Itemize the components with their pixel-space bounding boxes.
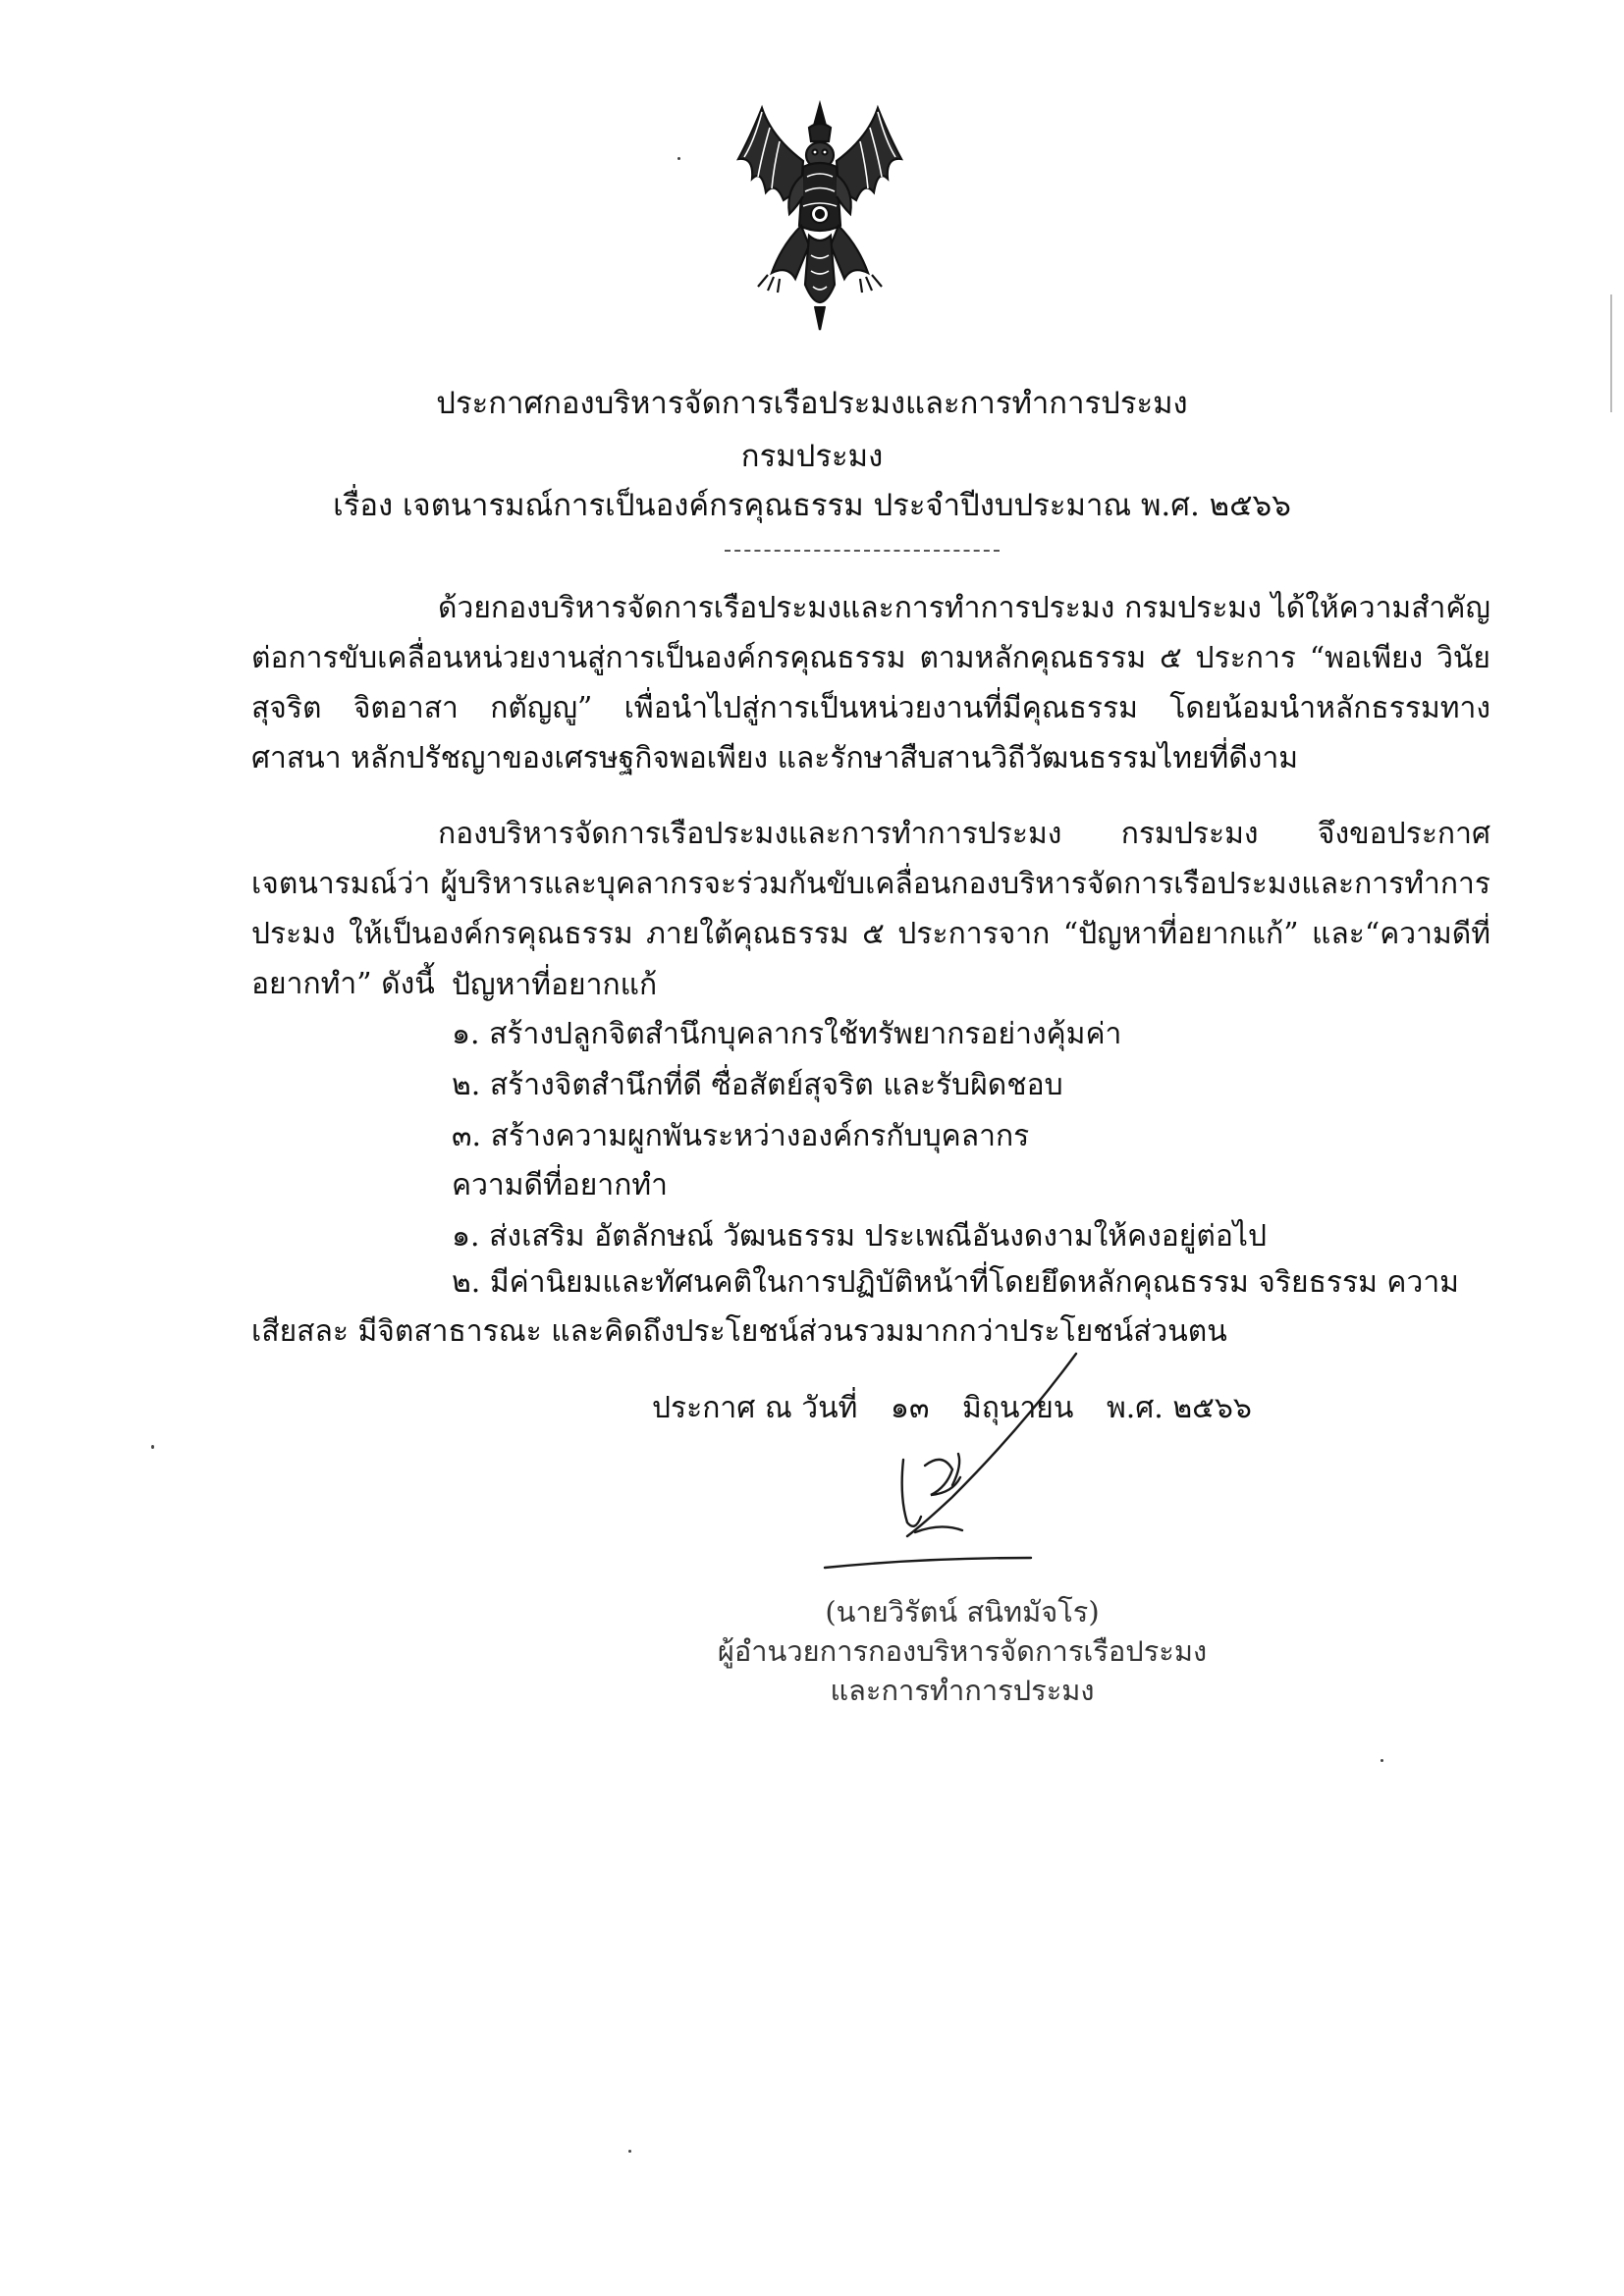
date-month: มิถุนายน xyxy=(962,1391,1074,1425)
scan-speck xyxy=(628,2150,631,2153)
announcement-subject: เรื่อง เจตนารมณ์การเป็นองค์กรคุณธรรม ประจำปีงบประมาณ พ.ศ. ๒๕๖๖ xyxy=(333,488,1291,523)
announcement-title: ประกาศกองบริหารจัดการเรือประมงและการทำการประมง xyxy=(436,386,1188,421)
goodness-item: ๑. ส่งเสริม อัตลักษณ์ วัฒนธรรม ประเพณีอันงดงามให้คงอยู่ต่อไป xyxy=(452,1219,1267,1254)
department-name: กรมประมง xyxy=(740,439,884,474)
signatory-name: (นายวิรัตน์ สนิทมัจโร) xyxy=(825,1595,1100,1629)
header-divider xyxy=(725,550,1000,552)
scan-edge xyxy=(1610,294,1612,412)
problem-item: ๑. สร้างปลูกจิตสำนึกบุคลากรใช้ทรัพยากรอย่างคุ้มค่า xyxy=(452,1017,1122,1051)
date-prefix: ประกาศ ณ วันที่ xyxy=(652,1391,858,1425)
scan-speck xyxy=(677,157,680,160)
problem-item: ๒. สร้างจิตสำนึกที่ดี ซื่อสัตย์สุจริต และรับผิดชอบ xyxy=(452,1068,1063,1102)
paragraph-intent: กองบริหารจัดการเรือประมงและการทำการประมง กรมประมง จึงขอประกาศเจตนารมณ์ว่า ผู้บริหารและบุคลากรจะร่วมกันขับเคลื่อนกองบริหารจัดการเรือประมงและการทำการประมง ให้เป็นองค์กรคุณธรรม ภายใต้คุณธรรม ๕ ประการจาก “ปัญหาที่อยากแก้” และ“ความดีที่อยากทำ” ดังนี้ xyxy=(251,817,1490,1001)
signatory-title: ผู้อำนวยการกองบริหารจัดการเรือประมง xyxy=(717,1634,1208,1668)
paragraph-intro: ด้วยกองบริหารจัดการเรือประมงและการทำการประมง กรมประมง ได้ให้ความสำคัญต่อการขับเคลื่อนหน่วยงานสู่การเป็นองค์กรคุณธรรม ตามหลักคุณธรรม ๕ ประการ “พอเพียง วินัย สุจริต จิตอาสา กตัญญู” เพื่อนำไปสู่การเป็นหน่วยงานที่มีคุณธรรม โดยน้อมนำหลักธรรมทางศาสนา หลักปรัชญาของเศรษฐกิจพอเพียง และรักษาสืบสานวิถีวัฒนธรรมไทยที่ดีงาม xyxy=(251,591,1491,775)
date-year: พ.ศ. ๒๕๖๖ xyxy=(1106,1391,1252,1425)
problems-heading: ปัญหาที่อยากแก้ xyxy=(452,968,658,1002)
scan-speck xyxy=(151,1445,154,1449)
goodness-item: ๒. มีค่านิยมและทัศนคติในการปฏิบัติหน้าที่โดยยึดหลักคุณธรรม จริยธรรม ความเสียสละ มีจิตสาธารณะ และคิดถึงประโยชน์ส่วนรวมมากกว่าประโยชน์ส่วนตน xyxy=(251,1265,1459,1349)
garuda-emblem-icon xyxy=(732,98,907,334)
signatory-title-continued: และการทำการประมง xyxy=(830,1674,1095,1707)
handwritten-signature-icon xyxy=(805,1350,1100,1575)
problem-item: ๓. สร้างความผูกพันระหว่างองค์กรกับบุคลากร xyxy=(452,1119,1030,1153)
scan-speck xyxy=(1380,1759,1383,1762)
date-day: ๑๓ xyxy=(890,1391,930,1425)
goodness-heading: ความดีที่อยากทำ xyxy=(452,1168,669,1202)
